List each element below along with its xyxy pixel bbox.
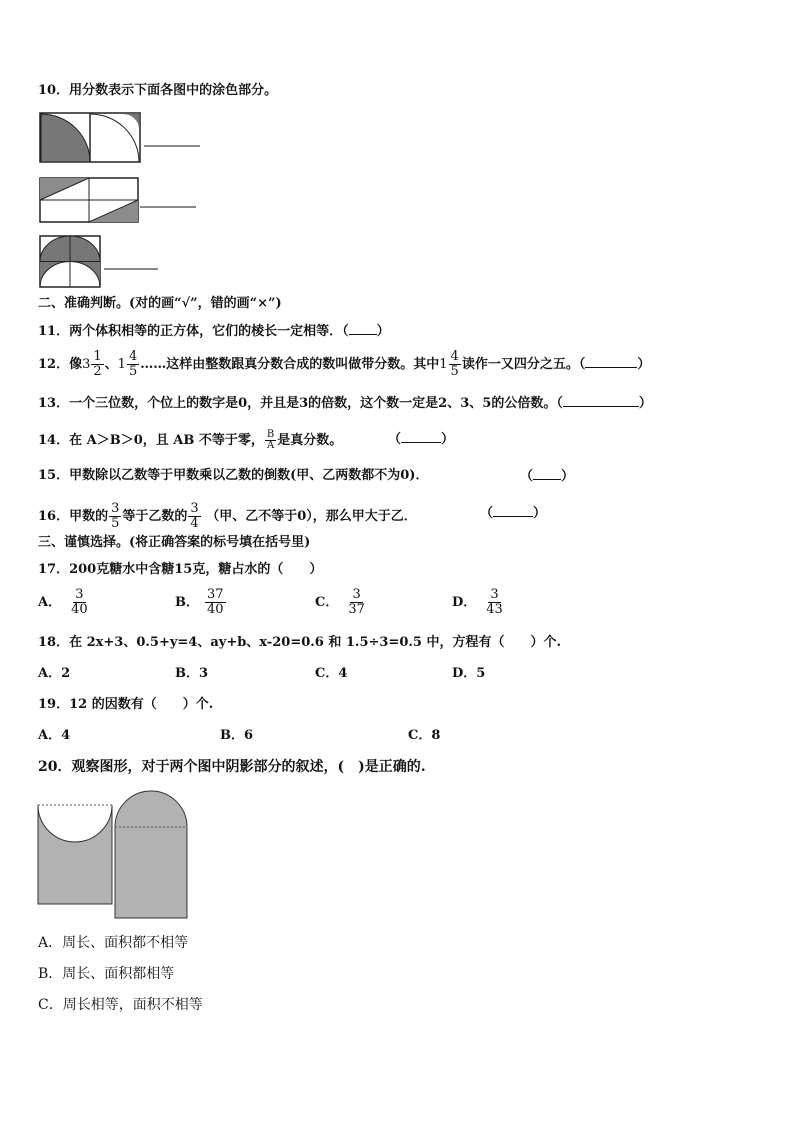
q16-num-1: 3 — [111, 501, 120, 516]
q18-text: 18．在 2x+3、0.5+y=4、ay+b、x-20=0.6 和 1.5÷3=0.5 中，方程有（ ）个. — [38, 635, 561, 650]
q18-option-c[interactable]: C．4 — [315, 666, 348, 681]
q12-num-2: 4 — [128, 349, 138, 364]
q20-option-b[interactable]: B．周长、面积都相等 — [38, 966, 175, 982]
q14-answer — [388, 430, 454, 449]
q14-post: 是真分数。 — [277, 433, 343, 448]
q11 — [38, 322, 390, 341]
q10-figure-1 — [40, 113, 210, 165]
q17-option-a-den: 40 — [71, 602, 88, 617]
q20-option-c[interactable]: C．周长相等，面积不相等 — [38, 997, 203, 1013]
q12-prefix: 12．像 — [38, 357, 83, 372]
q13 — [38, 394, 652, 413]
q12-middle: ……这样由整数跟真分数合成的数叫做带分数。其中 — [140, 357, 440, 372]
q16-answer — [480, 504, 546, 523]
q17-option-d[interactable] — [452, 588, 506, 617]
q14-answer-blank[interactable] — [401, 430, 441, 443]
q16-open: （ — [480, 506, 494, 521]
q13-close: ） — [638, 396, 652, 411]
q17-option-c-num: 3 — [352, 587, 361, 602]
q17-option-b[interactable] — [175, 588, 227, 617]
q10-figure-2 — [40, 178, 205, 226]
q16 — [38, 502, 417, 531]
q19-option-c[interactable]: C．8 — [408, 728, 441, 743]
q13-answer-blank[interactable] — [563, 394, 639, 407]
q14-close: ） — [441, 432, 455, 447]
q17-option-b-label: B． — [175, 595, 199, 610]
q12-den-2: 5 — [128, 364, 138, 379]
q19-option-a[interactable]: A．4 — [38, 728, 71, 743]
q15 — [38, 467, 428, 485]
q14-prefix: 14．在 A＞B＞0，且 AB 不等于零， — [38, 433, 264, 448]
q16-middle: 等于乙数的 — [122, 509, 188, 524]
q16-den-1: 5 — [111, 516, 120, 531]
q12-whole-2: 1 — [117, 357, 126, 372]
q12-close: ） — [637, 357, 651, 372]
q15-close: ） — [561, 469, 575, 484]
q14-num: B — [266, 429, 275, 440]
q12-mixed-2 — [117, 349, 141, 379]
q11-answer-blank[interactable] — [349, 322, 377, 335]
q17-option-a[interactable] — [38, 588, 91, 617]
q14-den: A — [266, 440, 275, 451]
q16-close: ） — [533, 506, 547, 521]
q12-num-1: 1 — [93, 349, 102, 364]
q17-option-c-label: C． — [315, 595, 339, 610]
q20-figure — [36, 787, 192, 925]
q17-option-c[interactable] — [315, 588, 368, 617]
q12-num-3: 4 — [450, 349, 459, 364]
q16-den-2: 4 — [190, 516, 199, 531]
q12-mixed-3 — [439, 349, 462, 379]
q15-text: 15．甲数除以乙数等于甲数乘以乙数的倒数(甲、乙两数都不为0)． — [38, 468, 429, 483]
q16-answer-blank[interactable] — [493, 504, 533, 517]
q12-whole-3: 1 — [439, 357, 448, 372]
q15-answer-blank[interactable] — [533, 467, 561, 480]
q12-sep: 、 — [104, 357, 118, 372]
q10-figure-3 — [40, 236, 165, 290]
q17-option-a-label: A． — [38, 595, 62, 610]
q15-open: （ — [520, 469, 534, 484]
q17-option-d-den: 43 — [486, 602, 503, 617]
q16-post: （甲、乙不等于0），那么甲大于乙． — [206, 509, 417, 524]
q17-option-d-label: D． — [452, 595, 477, 610]
q12 — [38, 350, 650, 379]
q17-option-a-num: 3 — [75, 587, 84, 602]
q12-den-1: 2 — [93, 364, 102, 379]
q12-whole-1: 3 — [82, 357, 91, 372]
q20-text: 20．观察图形，对于两个图中阴影部分的叙述，( )是正确的. — [38, 759, 426, 775]
q17-option-d-num: 3 — [490, 587, 499, 602]
q19-option-b[interactable]: B．6 — [220, 728, 254, 743]
section-2-heading: 二、准确判断。(对的画“√”，错的画“×”) — [38, 296, 282, 311]
q17-option-b-den: 40 — [207, 602, 224, 617]
q14-open: （ — [388, 432, 402, 447]
q17-option-c-den: 37 — [348, 602, 365, 617]
q10-text: 10．用分数表示下面各图中的涂色部分。 — [38, 83, 278, 98]
q11-text: 11．两个体积相等的正方体，它们的棱长一定相等．（ — [38, 324, 349, 339]
q18-option-a[interactable]: A．2 — [38, 666, 71, 681]
q16-num-2: 3 — [190, 501, 199, 516]
q11-close: ） — [376, 324, 390, 339]
q17-option-b-num: 37 — [207, 587, 224, 602]
q16-prefix: 16．甲数的 — [38, 509, 109, 524]
q13-text: 13．一个三位数，个位上的数字是0，并且是3的倍数，这个数一定是2、3、5的公倍数。（ — [38, 396, 563, 411]
q12-post: 读作一又四分之五。（ — [461, 357, 586, 372]
q19-text: 19．12 的因数有（ ）个. — [38, 697, 214, 712]
q18-option-d[interactable]: D．5 — [452, 666, 486, 681]
q15-answer — [520, 467, 574, 486]
q12-answer-blank[interactable] — [585, 355, 637, 368]
q14 — [38, 430, 342, 451]
q20-option-a[interactable]: A．周长、面积都不相等 — [38, 935, 189, 951]
q17-text: 17．200克糖水中含糖15克，糖占水的（ ） — [38, 562, 323, 577]
q12-mixed-1 — [82, 349, 105, 379]
q12-den-3: 5 — [450, 364, 459, 379]
section-3-heading: 三、谨慎选择。(将正确答案的标号填在括号里) — [38, 535, 311, 550]
q18-option-b[interactable]: B．3 — [175, 666, 209, 681]
